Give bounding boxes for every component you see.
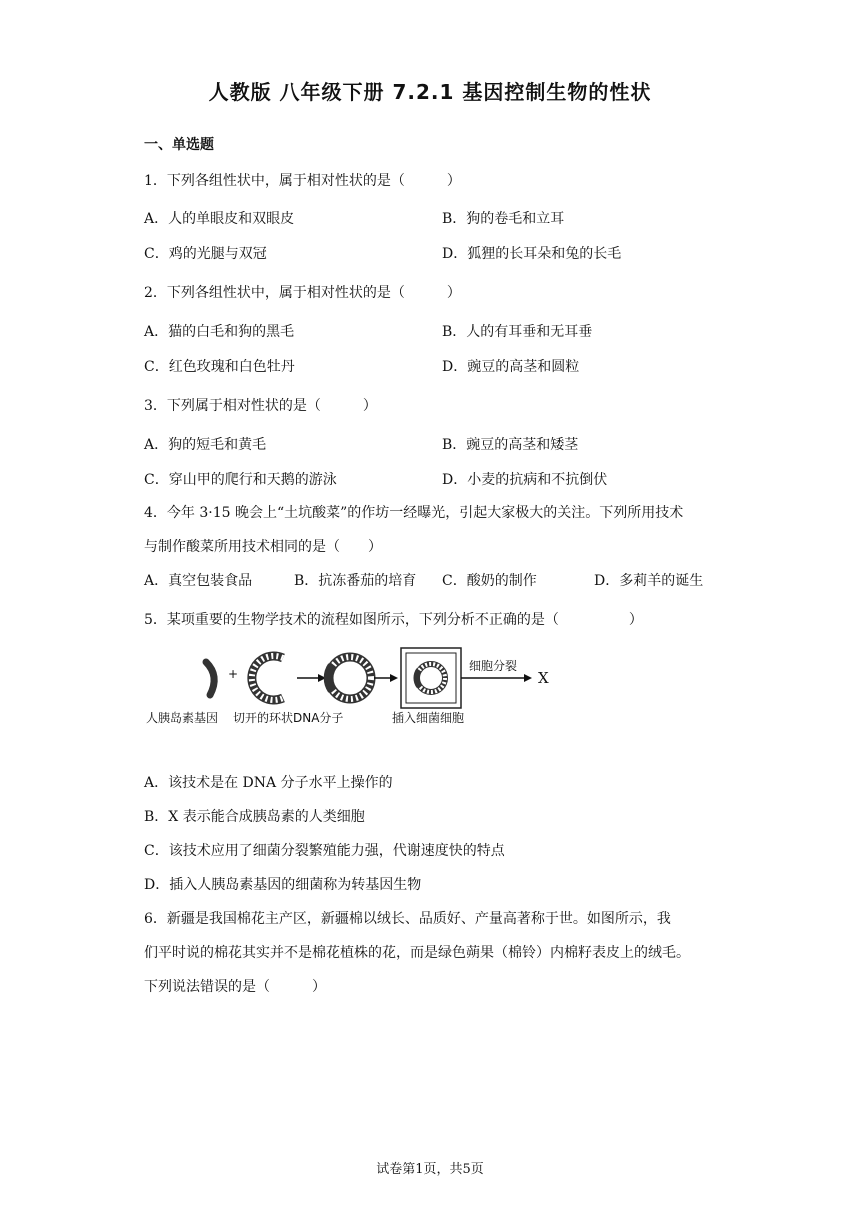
question-2-option-a: A．猫的白毛和狗的黑毛	[144, 324, 295, 340]
question-5-option-c: C．该技术应用了细菌分裂繁殖能力强，代谢速度快的特点	[144, 843, 505, 859]
inserted-bacteria-label: 插入细菌细胞	[392, 711, 465, 725]
question-2-option-b: B．人的有耳垂和无耳垂	[442, 324, 593, 340]
question-1-option-b: B．狗的卷毛和立耳	[442, 211, 565, 227]
cell-division-label: 细胞分裂	[469, 659, 518, 673]
question-1-stem: 1．下列各组性状中，属于相对性状的是（ ）	[144, 173, 461, 189]
question-5-option-b: B．X 表示能合成胰岛素的人类细胞	[144, 809, 365, 825]
question-4-option-a: A．真空包装食品	[144, 573, 253, 589]
question-4-option-c: C．酸奶的制作	[442, 573, 537, 589]
question-5-stem: 5．某项重要的生物学技术的流程如图所示，下列分析不正确的是（ ）	[144, 612, 643, 628]
page-title: 人教版 八年级下册 7.2.1 基因控制生物的性状	[208, 80, 652, 104]
section-heading: 一、单选题	[144, 137, 214, 153]
question-1-option-d: D．狐狸的长耳朵和兔的长毛	[442, 246, 622, 262]
page-footer: 试卷第1页，共5页	[376, 1162, 484, 1177]
human-insulin-gene-label: 人胰岛素基因	[146, 711, 219, 725]
question-2-stem: 2．下列各组性状中，属于相对性状的是（ ）	[144, 285, 461, 301]
arrow-2-head	[390, 674, 398, 682]
question-5-option-a: A．该技术是在 DNA 分子水平上操作的	[144, 775, 393, 791]
question-3-stem: 3．下列属于相对性状的是（ ）	[144, 398, 377, 414]
question-6-stem-line-2: 们平时说的棉花其实并不是棉花植株的花，而是绿色蒴果（棉铃）内棉籽表皮上的绒毛。	[144, 945, 690, 961]
question-3-option-b: B．豌豆的高茎和矮茎	[442, 437, 579, 453]
question-2-option-c: C．红色玫瑰和白色牡丹	[144, 359, 295, 375]
question-4-stem-line-2: 与制作酸菜所用技术相同的是（ ）	[144, 539, 382, 555]
question-6-stem-line-3: 下列说法错误的是（ ）	[144, 979, 326, 995]
question-3-option-c: C．穿山甲的爬行和天鹅的游泳	[144, 472, 337, 488]
question-6-stem-line-1: 6．新疆是我国棉花主产区，新疆棉以绒长、品质好、产量高著称于世。如图所示，我	[144, 911, 671, 927]
bacterium-outer-box	[401, 648, 461, 708]
question-3-option-d: D．小麦的抗病和不抗倒伏	[442, 472, 608, 488]
question-4-stem-line-1: 4．今年 3·15 晚会上“土坑酸菜”的作坊一经曝光，引起大家极大的关注。下列所用技术	[144, 505, 684, 521]
question-3-option-a: A．狗的短毛和黄毛	[144, 437, 267, 453]
recombinant-dna-ring-shape	[328, 657, 371, 699]
question-1-option-c: C．鸡的光腿与双冠	[144, 246, 267, 262]
arrow-3-head	[524, 674, 532, 682]
bacterium-plasmid-shape	[416, 664, 445, 692]
question-2-option-d: D．豌豆的高茎和圆粒	[442, 359, 580, 375]
question-5-option-d: D．插入人胰岛素基因的细菌称为转基因生物	[144, 877, 422, 893]
question-4-option-d: D．多莉羊的诞生	[594, 573, 704, 589]
gene-engineering-diagram	[140, 640, 570, 740]
question-4-option-b: B．抗冻番茄的培育	[294, 573, 417, 589]
plus-sign: +	[228, 667, 239, 681]
open-dna-ring-shape	[252, 656, 283, 700]
cut-circular-dna-label: 切开的环状DNA分子	[233, 711, 344, 725]
result-x-label: X	[538, 669, 549, 687]
question-1-option-a: A．人的单眼皮和双眼皮	[144, 211, 295, 227]
gene-fragment-shape	[206, 662, 214, 695]
